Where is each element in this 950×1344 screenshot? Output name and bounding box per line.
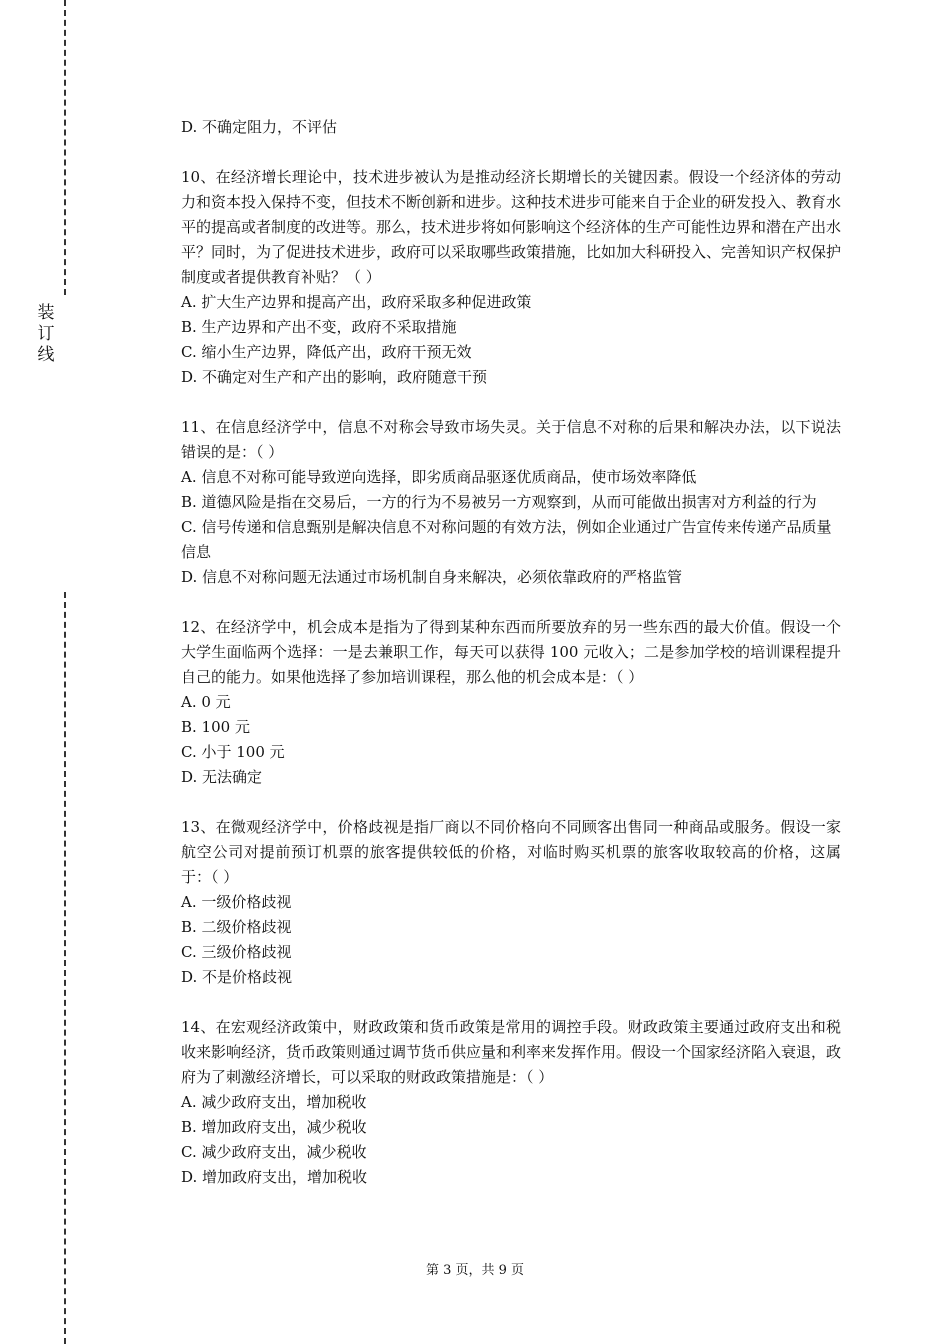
option-a: A. 扩大生产边界和提高产出，政府采取多种促进政策	[181, 293, 532, 311]
question-11	[181, 415, 841, 590]
question-10	[181, 165, 841, 390]
binding-label	[35, 303, 57, 366]
option-d: D. 信息不对称问题无法通过市场机制自身来解决，必须依靠政府的严格监管	[181, 568, 683, 586]
question-content	[181, 115, 841, 1190]
option-b: B. 100 元	[181, 718, 250, 736]
option-a: A. 信息不对称可能导致逆向选择，即劣质商品驱逐优质商品，使市场效率降低	[181, 468, 697, 486]
option-b: B. 增加政府支出，减少税收	[181, 1118, 367, 1136]
option-a: A. 减少政府支出，增加税收	[181, 1093, 367, 1111]
option-c: C. 减少政府支出，减少税收	[181, 1143, 367, 1161]
question-stem: 11、在信息经济学中，信息不对称会导致市场失灵。关于信息不对称的后果和解决办法，以下说法错误的是：（ ）	[181, 418, 841, 461]
binding-char: 线	[37, 345, 55, 365]
option-c: C. 信号传递和信息甄别是解决信息不对称问题的有效方法，例如企业通过广告宣传来传递产品质量信息	[181, 518, 832, 561]
option-b: B. 生产边界和产出不变，政府不采取措施	[181, 318, 457, 336]
option-d: D. 无法确定	[181, 768, 263, 786]
question-stem: 14、在宏观经济政策中，财政政策和货币政策是常用的调控手段。财政政策主要通过政府支出和税收来影响经济，货币政策则通过调节货币供应量和利率来发挥作用。假设一个国家经济陷入衰退，政府为了刺激经济增长，可以采取的财政政策措施是：（ ）	[181, 1018, 842, 1086]
option-a: A. 0 元	[181, 693, 231, 711]
binding-dashed-line-bottom	[64, 592, 66, 1344]
question-12	[181, 615, 841, 790]
question-13	[181, 815, 841, 990]
question-stem: 12、在经济学中，机会成本是指为了得到某种东西而所要放弃的另一些东西的最大价值。假设一个大学生面临两个选择：一是去兼职工作，每天可以获得 100 元收入；二是参加学校的培训课程提升自己的能力。如果他选择了参加培训课程，那么他的机会成本是：（ ）	[181, 618, 841, 686]
binding-char: 订	[37, 324, 55, 344]
option-b: B. 二级价格歧视	[181, 918, 292, 936]
option-d: D. 不是价格歧视	[181, 968, 293, 986]
question-stem: 10、在经济增长理论中，技术进步被认为是推动经济长期增长的关键因素。假设一个经济体的劳动力和资本投入保持不变，但技术不断创新和进步。这种技术进步可能来自于企业的研发投入、教育水平的提高或者制度的改进等。那么，技术进步将如何影响这个经济体的生产可能性边界和潜在产出水平？同时，为了促进技术进步，政府可以采取哪些政策措施，比如加大科研投入、完善知识产权保护制度或者提供教育补贴？（ ）	[181, 168, 842, 286]
binding-dashed-line-top	[64, 0, 66, 295]
prev-question-option-d: D. 不确定阻力，不评估	[181, 118, 338, 136]
option-d: D. 不确定对生产和产出的影响，政府随意干预	[181, 368, 488, 386]
question-14	[181, 1015, 841, 1190]
option-c: C. 缩小生产边界，降低产出，政府干预无效	[181, 343, 472, 361]
page-footer: 第 3 页，共 9 页	[425, 1263, 525, 1278]
option-a: A. 一级价格歧视	[181, 893, 292, 911]
option-d: D. 增加政府支出，增加税收	[181, 1168, 368, 1186]
option-b: B. 道德风险是指在交易后，一方的行为不易被另一方观察到，从而可能做出损害对方利益的行为	[181, 493, 817, 511]
binding-char: 装	[37, 303, 55, 323]
question-stem: 13、在微观经济学中，价格歧视是指厂商以不同价格向不同顾客出售同一种商品或服务。假设一家航空公司对提前预订机票的旅客提供较低的价格，对临时购买机票的旅客收取较高的价格，这属于：（ ）	[181, 818, 841, 886]
option-c: C. 三级价格歧视	[181, 943, 292, 961]
option-c: C. 小于 100 元	[181, 743, 285, 761]
